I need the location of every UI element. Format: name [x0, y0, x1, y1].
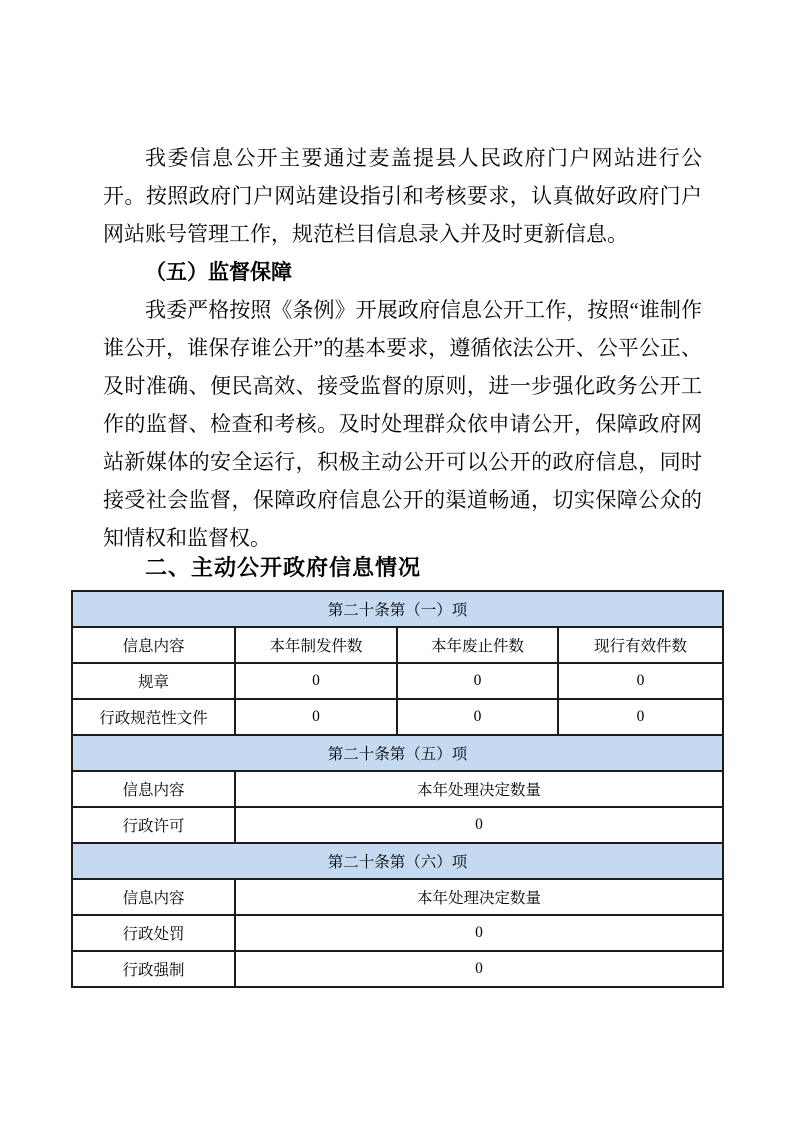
cell-value: 0 [558, 663, 723, 699]
table-header-row [72, 879, 723, 915]
table-band-row [72, 735, 723, 771]
cell-value: 0 [235, 915, 723, 951]
row-label: 行政规范性文件 [72, 699, 235, 735]
band-article20-item6: 第二十条第（六）项 [72, 843, 723, 879]
paragraph-supervision: 我委严格按照《条例》开展政府信息公开工作，按照“谁制作谁公开，谁保存谁公开”的基本要求，遵循依法公开、公平公正、及时准确、便民高效、接受监督的原则，进一步强化政务公开工作的监督、检查和考核。及时处理群众依申请公开，保障政府网站新媒体的安全运行，积极主动公开可以公开的政府信息，同时接受社会监督，保障政府信息公开的渠道畅通，切实保障公众的知情权和监督权。 [103, 298, 702, 550]
cell-value: 0 [397, 699, 558, 735]
row-label: 行政许可 [72, 807, 235, 843]
cell-value: 0 [558, 699, 723, 735]
disclosure-table [71, 590, 724, 988]
row-label: 行政处罚 [72, 915, 235, 951]
band-article20-item5: 第二十条第（五）项 [72, 735, 723, 771]
heading-section-five: （五）监督保障 [145, 260, 292, 284]
column-header-info-content: 信息内容 [72, 627, 235, 663]
table-row-normative-documents [72, 699, 723, 735]
table-band-row [72, 591, 723, 627]
table-row-administrative-penalty [72, 915, 723, 951]
row-label: 规章 [72, 663, 235, 699]
heading-proactive-disclosure: 二、主动公开政府信息情况 [145, 555, 422, 580]
cell-value: 0 [235, 951, 723, 987]
cell-value: 0 [235, 807, 723, 843]
column-header-decisions: 本年处理决定数量 [235, 771, 723, 807]
column-header-info-content: 信息内容 [72, 879, 235, 915]
document-body [103, 139, 702, 587]
column-header-info-content: 信息内容 [72, 771, 235, 807]
table-header-row [72, 627, 723, 663]
cell-value: 0 [397, 663, 558, 699]
column-header-issued: 本年制发件数 [235, 627, 397, 663]
cell-value: 0 [235, 699, 397, 735]
column-header-abolished: 本年废止件数 [397, 627, 558, 663]
table-header-row [72, 771, 723, 807]
table-row-administrative-coercion [72, 951, 723, 987]
table-row-rules [72, 663, 723, 699]
column-header-effective: 现行有效件数 [558, 627, 723, 663]
column-header-decisions: 本年处理决定数量 [235, 879, 723, 915]
cell-value: 0 [235, 663, 397, 699]
table-band-row [72, 843, 723, 879]
table-row-administrative-licensing [72, 807, 723, 843]
row-label: 行政强制 [72, 951, 235, 987]
paragraph-disclosure-channels: 我委信息公开主要通过麦盖提县人民政府门户网站进行公开。按照政府门户网站建设指引和考核要求，认真做好政府门户网站账号管理工作，规范栏目信息录入并及时更新信息。 [103, 146, 702, 246]
band-article20-item1: 第二十条第（一）项 [72, 591, 723, 627]
